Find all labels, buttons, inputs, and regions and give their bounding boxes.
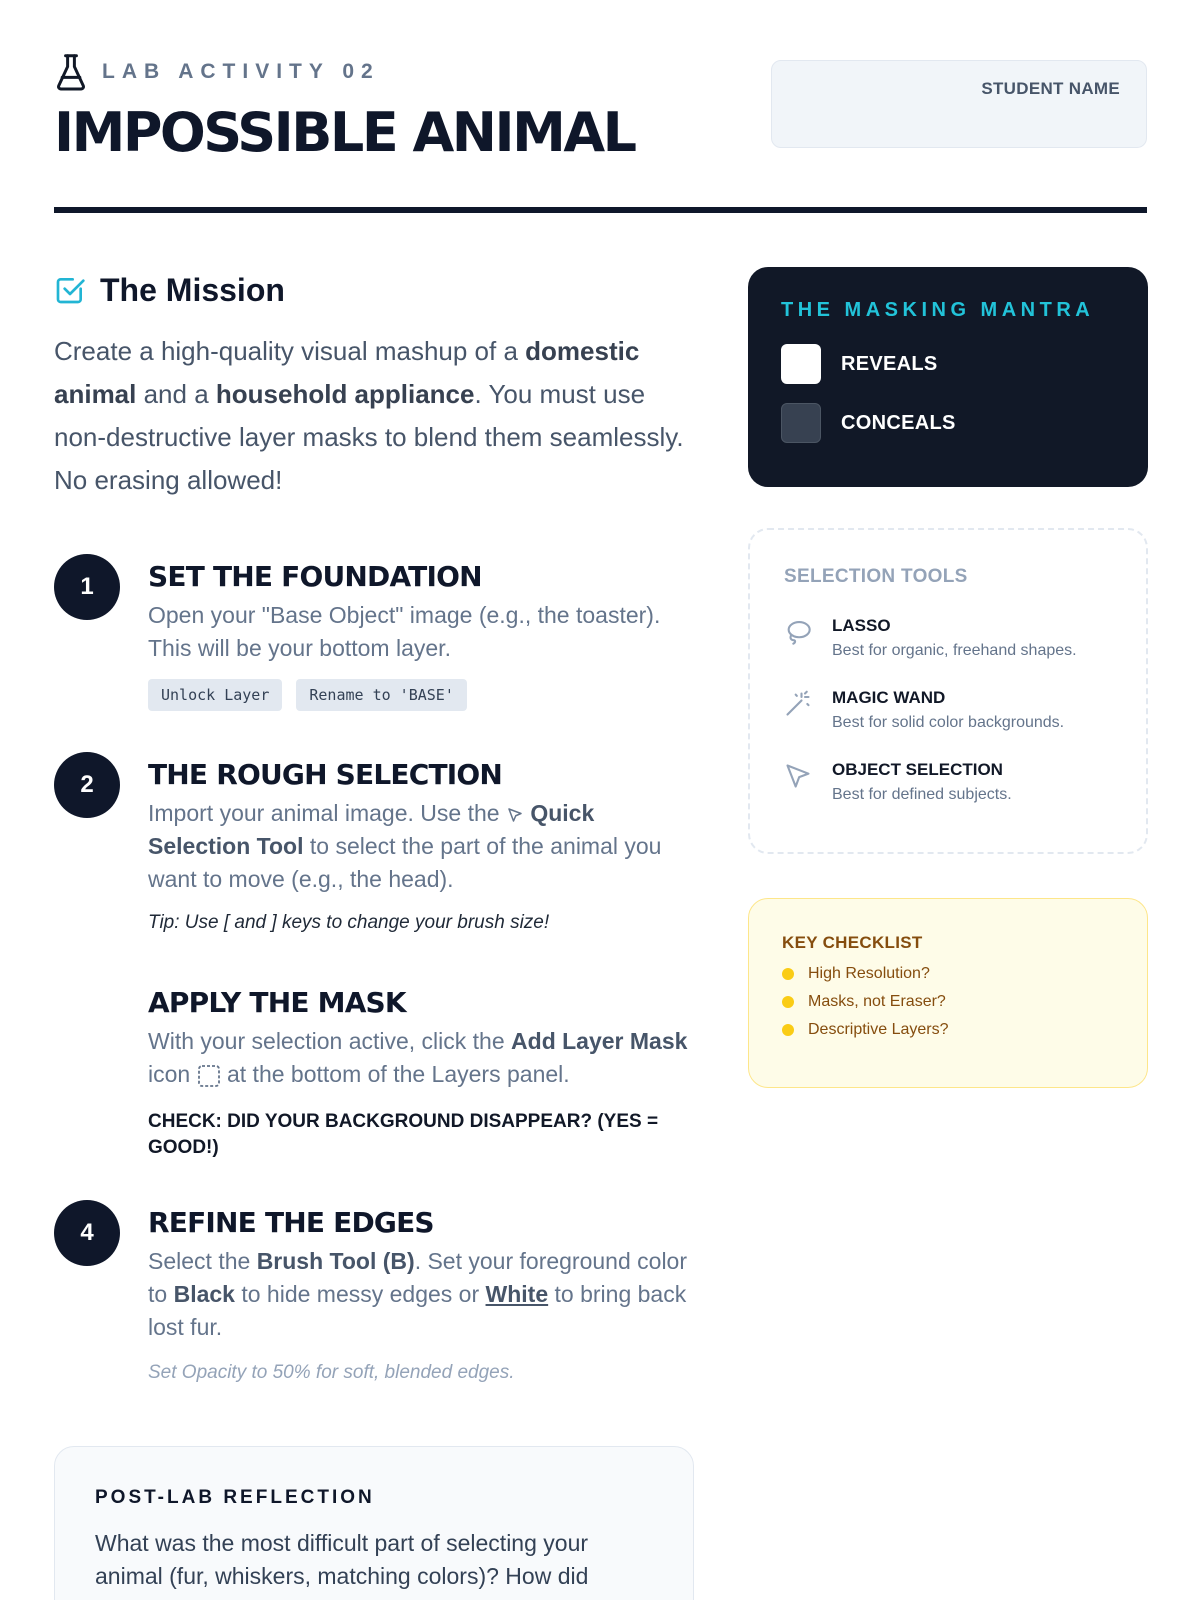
step-note: Set Opacity to 50% for soft, blended edges. <box>148 1362 515 1383</box>
step-title: APPLY THE MASK <box>148 986 406 1019</box>
step-title: THE ROUGH SELECTION <box>148 758 503 791</box>
step-title: SET THE FOUNDATION <box>148 560 482 593</box>
masking-mantra-card <box>748 267 1148 487</box>
step-chips <box>148 679 694 711</box>
key-checklist-card <box>748 898 1148 1088</box>
chip-unlock-layer: Unlock Layer <box>148 679 282 711</box>
step-body: Open your "Base Object" image (e.g., the toaster). This will be your bottom layer. <box>148 602 661 661</box>
bullet-dot <box>782 1024 794 1036</box>
mission-heading <box>54 262 694 318</box>
step-1 <box>54 554 694 752</box>
tool-name: LASSO <box>832 616 891 635</box>
step-number: 2 <box>54 752 120 818</box>
white-swatch <box>781 344 821 384</box>
layer-mask-icon <box>197 1064 221 1088</box>
reflection-title: POST-LAB REFLECTION <box>95 1487 375 1508</box>
checklist-item: High Resolution? <box>782 965 1114 983</box>
step-body: Import your animal image. Use the Quick Selection Tool to select the part of the animal you want to move (e.g., the head). <box>148 800 662 892</box>
step-check: CHECK: DID YOUR BACKGROUND DISAPPEAR? (YES = GOOD!) <box>148 1111 659 1158</box>
steps-list <box>54 554 694 1420</box>
mantra-row-conceals <box>781 403 1115 443</box>
checklist-item: Descriptive Layers? <box>782 1021 1114 1039</box>
checklist-item: Masks, not Eraser? <box>782 993 1114 1011</box>
tool-name: OBJECT SELECTION <box>832 760 1003 779</box>
step-4 <box>54 1200 694 1420</box>
student-name-label: STUDENT NAME <box>981 79 1120 98</box>
step-number: 4 <box>54 1200 120 1266</box>
bullet-dot <box>782 968 794 980</box>
tool-desc: Best for defined subjects. <box>832 786 1012 803</box>
step-2 <box>54 752 694 980</box>
step-body: With your selection active, click the Add Layer Mask icon at the bottom of the Layers panel. <box>148 1028 688 1087</box>
step-tip: Tip: Use [ and ] keys to change your brush size! <box>148 912 550 933</box>
tool-name: MAGIC WAND <box>832 688 946 707</box>
tool-desc: Best for organic, freehand shapes. <box>832 642 1077 659</box>
magic-wand-icon <box>784 690 812 718</box>
tool-desc: Best for solid color backgrounds. <box>832 714 1065 731</box>
reflection-card <box>54 1446 694 1600</box>
step-body: Select the Brush Tool (B). Set your foreground color to Black to hide messy edges or White to bring back lost fur. <box>148 1248 688 1340</box>
mission-text: Create a high-quality visual mashup of a domestic animal and a household appliance. You must use non-destructive layer masks to blend them seamlessly. No erasing allowed! <box>54 336 684 495</box>
bullet-dot <box>782 996 794 1008</box>
black-swatch <box>781 403 821 443</box>
mission-title: The Mission <box>100 271 285 308</box>
step-title: REFINE THE EDGES <box>148 1206 434 1239</box>
mantra-label: REVEALS <box>841 352 938 375</box>
mantra-title: THE MASKING MANTRA <box>781 299 1095 321</box>
checklist-title: KEY CHECKLIST <box>782 933 923 952</box>
page-title: IMPOSSIBLE ANIMAL <box>54 101 635 164</box>
cursor-icon <box>784 762 812 790</box>
cursor-icon <box>506 806 524 824</box>
tools-title: SELECTION TOOLS <box>784 566 968 587</box>
selection-tools-card <box>748 528 1148 854</box>
main-column <box>54 262 694 1420</box>
eyebrow-text: LAB ACTIVITY 02 <box>102 60 380 83</box>
page-header <box>54 52 1147 212</box>
chip-rename-base: Rename to 'BASE' <box>296 679 467 711</box>
tool-lasso <box>784 616 1112 660</box>
step-3 <box>54 980 694 1200</box>
reflection-text: What was the most difficult part of selecting your animal (fur, whiskers, matching colors)? How did <box>95 1530 589 1589</box>
flask-icon <box>54 53 88 91</box>
lasso-icon <box>784 618 812 646</box>
mantra-row-reveals <box>781 344 1115 384</box>
tool-magic-wand <box>784 688 1112 732</box>
student-name-field[interactable] <box>771 60 1147 148</box>
tool-object-selection <box>784 760 1112 804</box>
step-number: 1 <box>54 554 120 620</box>
checkbox-checked-icon <box>54 274 86 306</box>
mantra-label: CONCEALS <box>841 411 956 434</box>
header-divider <box>54 207 1147 213</box>
